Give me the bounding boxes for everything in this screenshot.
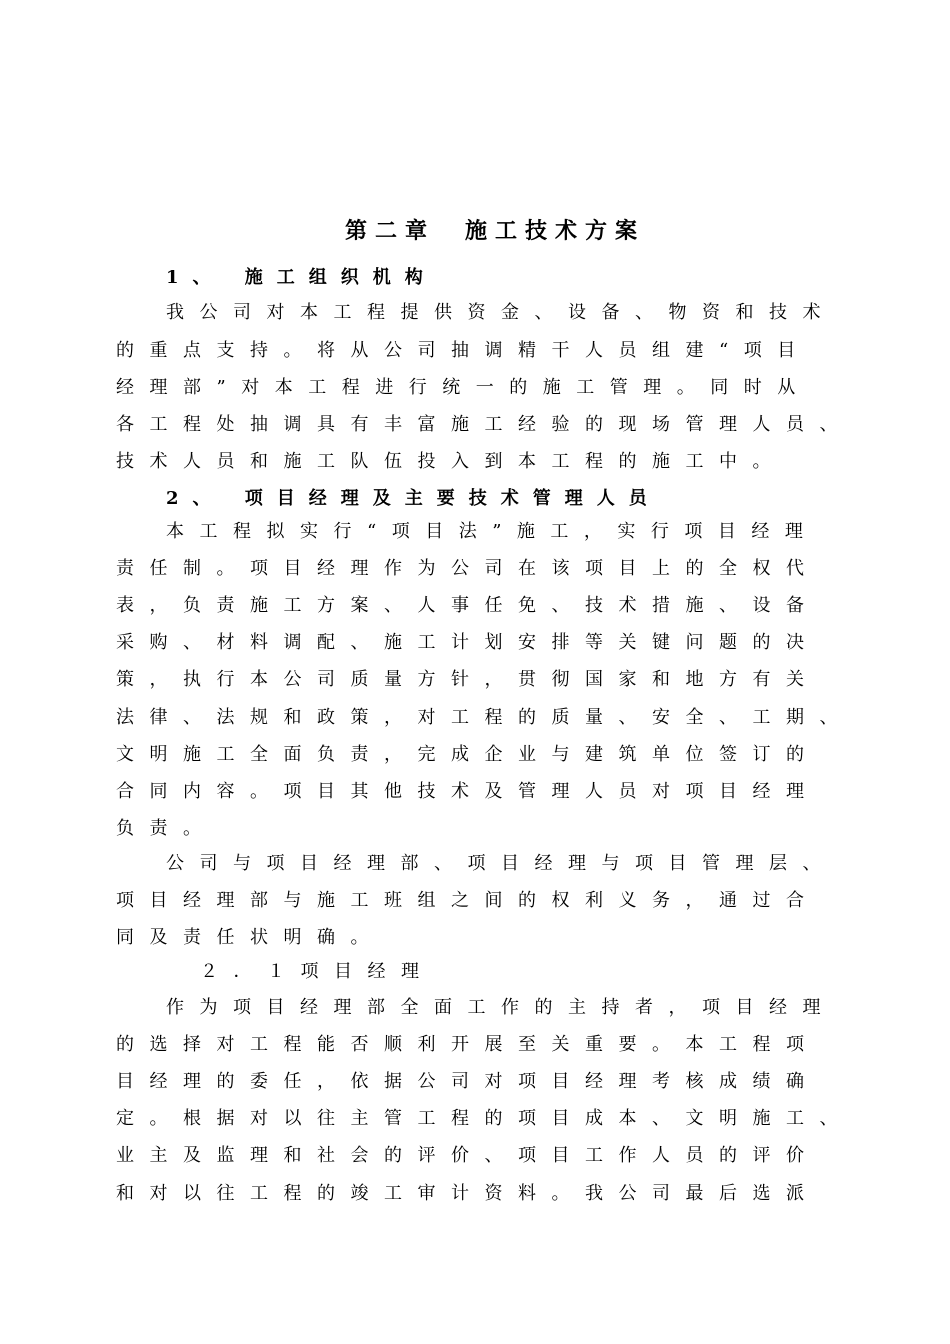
paragraph-line: 表，负责施工方案、人事任免、技术措施、设备 <box>116 595 820 616</box>
paragraph-line: 作为项目经理部全面工作的主持者，项目经理 <box>166 997 836 1018</box>
paragraph-line: 文明施工全面负责，完成企业与建筑单位签订的 <box>116 744 820 765</box>
paragraph-line: 目经理的委任，依据公司对项目经理考核成绩确 <box>116 1071 820 1092</box>
paragraph-line: 我公司对本工程提供资金、设备、物资和技术 <box>166 302 836 323</box>
paragraph-line: 公司与项目经理部、项目经理与项目管理层、 <box>166 853 836 874</box>
paragraph-line: 同及责任状明确。 <box>116 927 384 948</box>
chapter-title: 第二章 施工技术方案 <box>344 218 645 244</box>
paragraph-line: 本工程拟实行“项目法”施工，实行项目经理 <box>166 521 819 542</box>
paragraph-line: 的重点支持。将从公司抽调精干人员组建“项目 <box>116 340 811 361</box>
paragraph-line: 采购、材料调配、施工计划安排等关键问题的决 <box>116 632 820 653</box>
paragraph-line: 经理部”对本工程进行统一的施工管理。同时从 <box>116 377 811 398</box>
paragraph-line: 业主及监理和社会的评价、项目工作人员的评价 <box>116 1145 820 1166</box>
paragraph-line: 负责。 <box>116 818 217 839</box>
section-heading: 2、 项目经理及主要技术管理人员 <box>166 488 661 509</box>
paragraph-line: 责任制。项目经理作为公司在该项目上的全权代 <box>116 558 820 579</box>
paragraph-line: 法律、法规和政策，对工程的质量、安全、工期、 <box>116 707 853 728</box>
paragraph-line: 策，执行本公司质量方针，贯彻国家和地方有关 <box>116 669 820 690</box>
section-heading: 1、 施工组织机构 <box>166 267 437 288</box>
paragraph-line: 各工程处抽调具有丰富施工经验的现场管理人员、 <box>116 414 853 435</box>
paragraph-line: 的选择对工程能否顺利开展至关重要。本工程项 <box>116 1034 820 1055</box>
paragraph-line: 和对以往工程的竣工审计资料。我公司最后选派 <box>116 1183 820 1204</box>
paragraph-line: 技术人员和施工队伍投入到本工程的施工中。 <box>116 451 786 472</box>
paragraph-line: 项目经理部与施工班组之间的权利义务，通过合 <box>116 890 820 911</box>
paragraph-line: 合同内容。项目其他技术及管理人员对项目经理 <box>116 781 820 802</box>
paragraph-line: 定。根据对以往主管工程的项目成本、文明施工、 <box>116 1108 853 1129</box>
subsection-heading: ２．１项目经理 <box>200 961 435 982</box>
